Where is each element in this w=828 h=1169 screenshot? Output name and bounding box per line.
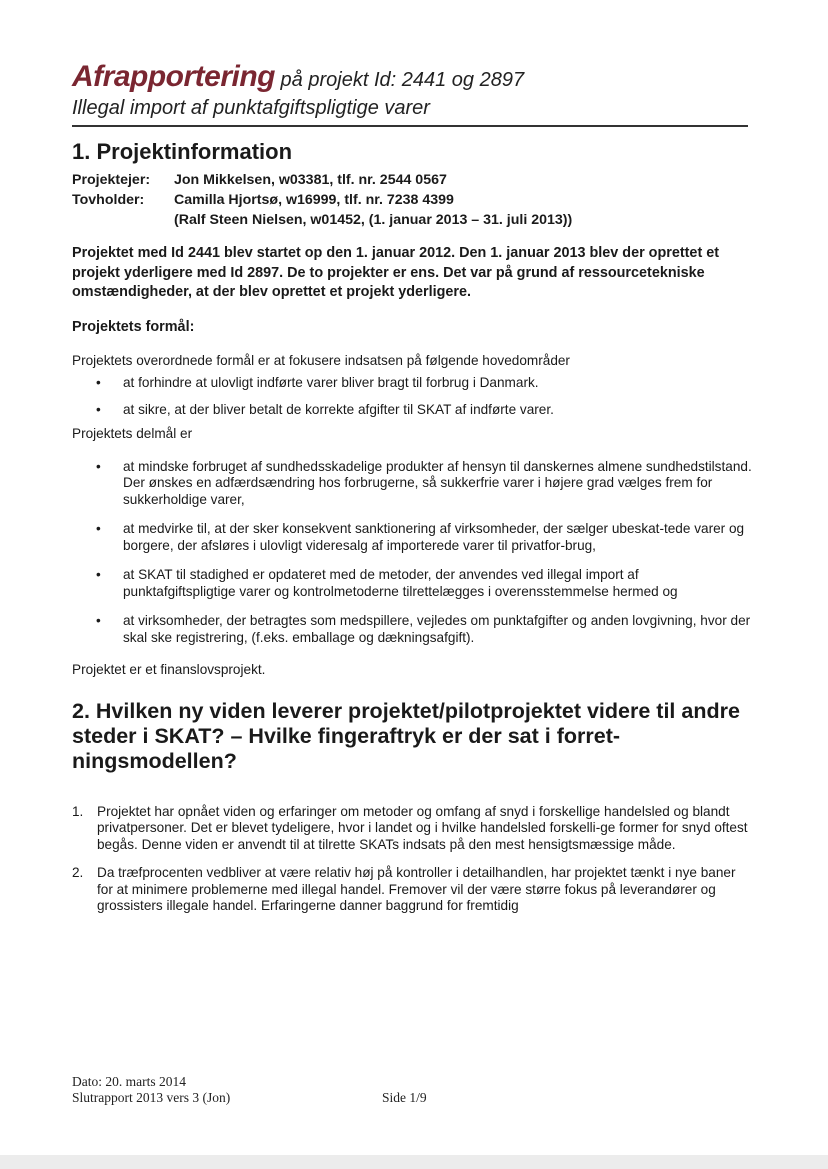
holder-row	[72, 190, 752, 230]
page-bottom-edge	[0, 1155, 828, 1169]
list-item: • at medvirke til, at der sker konsekvent sanktionering af virksomheder, der sælger ubeskat-tede varer og borgere, der afsløres i ulovligt videresalg af importerede varer til privatfor-brug,	[96, 521, 745, 553]
closing-text: Projektet er et finanslovsprojekt.	[72, 662, 266, 677]
owner-row	[72, 170, 752, 190]
bullet-icon: •	[96, 458, 101, 474]
section2-list	[72, 804, 752, 915]
section2-heading: 2. Hvilken ny viden leverer projektet/pilotprojektet videre til andre steder i SKAT? – Hvilke fingeraftryk er der sat i forret-ningsmodellen?	[72, 698, 740, 773]
sub-goals-list	[72, 459, 752, 647]
document-header	[72, 62, 748, 121]
list-item: • at forhindre at ulovligt indførte varer bliver bragt til forbrug i Danmark.	[96, 375, 539, 390]
page-footer	[72, 1074, 230, 1106]
bullet-icon: •	[96, 521, 101, 536]
project-info	[72, 170, 752, 230]
purpose-intro: Projektets overordnede formål er at fokusere indsatsen på følgende hovedområder	[72, 352, 570, 368]
bullet-icon: •	[96, 401, 101, 417]
bullet-icon: •	[96, 613, 101, 628]
holder-value-line2: (Ralf Steen Nielsen, w01452, (1. januar 2013 – 31. juli 2013))	[174, 212, 573, 228]
holder-value-line1: Camilla Hjortsø, w16999, tlf. nr. 7238 4399	[174, 192, 454, 208]
owner-value: Jon Mikkelsen, w03381, tlf. nr. 2544 0567	[174, 172, 447, 188]
footer-doc: Slutrapport 2013 vers 3 (Jon)	[72, 1090, 231, 1105]
document-subtitle: Illegal import af punktafgiftspligtige varer	[72, 97, 430, 119]
holder-value	[174, 190, 752, 230]
list-item: • at mindske forbruget af sundhedsskadelige produkter af hensyn til danskernes almene sundhedstilstand. Der ønskes en adfærdsændring hos forbrugerne, så sukkerfrie varer i højere grad vælges frem for sukkerholdige varer,	[96, 458, 752, 507]
bullet-icon: •	[96, 567, 101, 582]
footer-date: Dato: 20. marts 2014	[72, 1074, 186, 1089]
main-goals-list	[72, 375, 752, 418]
holder-label: Tovholder:	[72, 192, 145, 208]
list-item: 2. Da træfprocenten vedbliver at være relativ høj på kontroller i detailhandlen, har projektet tænkt i nye baner for at minimere problemerne med illegal handel. Fremover vil der være større fokus på leverandører og grossisters illegale handel. Erfaringerne danner baggrund for fremtidig	[72, 865, 736, 913]
bullet-icon: •	[96, 375, 101, 390]
lead-paragraph: Projektet med Id 2441 blev startet op den 1. januar 2012. Den 1. januar 2013 blev der oprettet et projekt yderligere med Id 2897. De to projekter er ens. Det var på grund af ressourcetekniske omstændigheder, at der blev oprettet et projekt yderligere.	[72, 245, 720, 300]
list-item: 1. Projektet har opnået viden og erfaringer om metoder og omfang af snyd i forskellige handelsled og blandt privatpersoner. Det er blevet tydeligere, hvor i landet og i hvilke handelsled forskelli-ge former for snyd oftest begås. Denne viden er anvendt til at tilrette SKATs indsats på den mest hensigtsmæssige måde.	[72, 803, 748, 852]
purpose-title: Projektets formål:	[72, 318, 195, 335]
list-item: • at virksomheder, der betragtes som medspillere, vejledes om punktafgifter og anden lovgivning, hvor der skal ske registrering, (f.eks. emballage og dækningsafgift).	[96, 613, 751, 645]
header-rule	[72, 125, 748, 127]
document-body	[72, 138, 752, 915]
sub-intro: Projektets delmål er	[72, 426, 193, 441]
list-item: • at sikre, at der bliver betalt de korrekte afgifter til SKAT af indførte varer.	[96, 401, 554, 417]
owner-label: Projektejer:	[72, 172, 151, 188]
document-title	[72, 62, 748, 95]
title-rest: på projekt Id: 2441 og 2897	[275, 69, 525, 91]
title-main: Afrapportering	[72, 60, 275, 93]
section1-heading: 1. Projektinformation	[72, 139, 293, 164]
list-item: • at SKAT til stadighed er opdateret med de metoder, der anvendes ved illegal import af punktafgiftspligtige varer og kontrolmetoderne tilrettelægges i overensstemmelse hermed og	[96, 567, 678, 599]
footer-page-number: Side 1/9	[382, 1090, 427, 1105]
